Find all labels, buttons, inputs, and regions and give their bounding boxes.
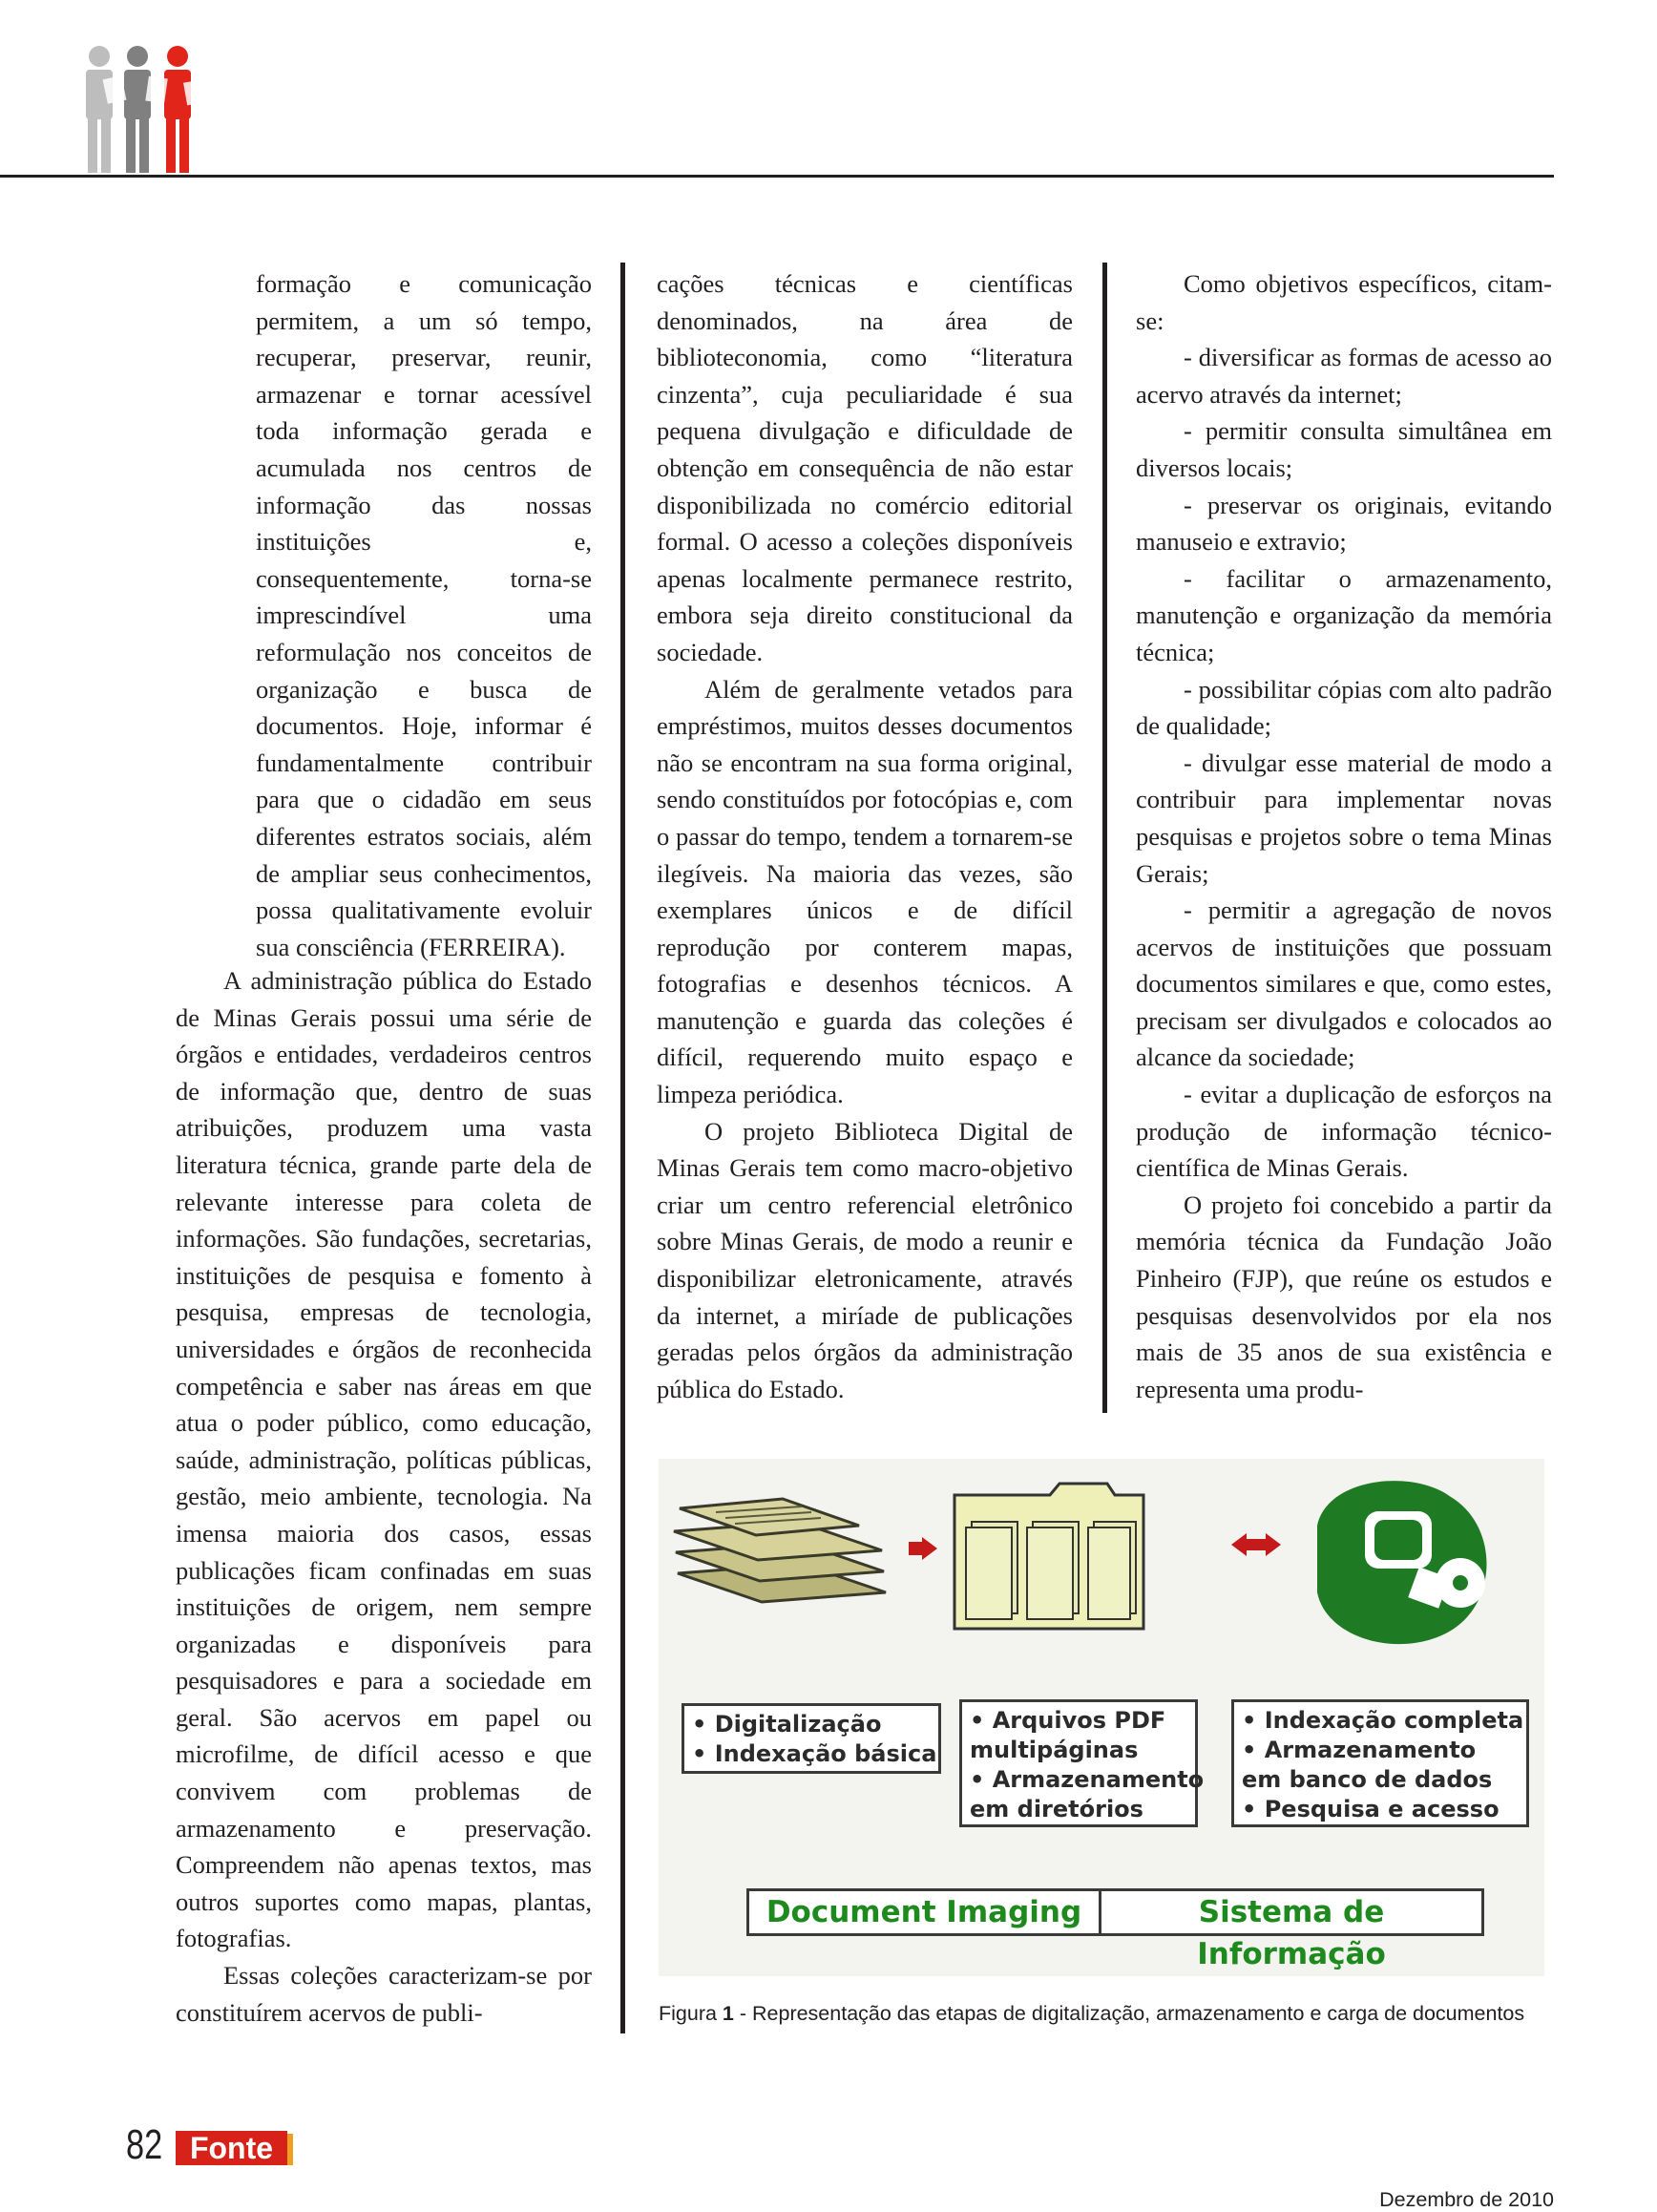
figure-diagram: [659, 1459, 1544, 1976]
computer-monitor-icon: [1317, 1481, 1487, 1644]
list-item: - possibilitar cópias com alto padrão de qualidade;: [1136, 674, 1552, 741]
people-figures-icon: [78, 43, 212, 177]
caption-number: 1: [722, 2002, 734, 2025]
column-divider: [1102, 263, 1107, 1413]
figure-box-line: • Indexação básica: [692, 1740, 937, 1767]
paragraph: Como objetivos específicos, citam-se:: [1136, 269, 1552, 335]
figure-box-digitization: [682, 1703, 941, 1774]
column-1-bottom: [176, 962, 592, 2031]
list-item: - divulgar esse material de modo a contribuir para implementar novas pesquisas e projetos sobre o tema Minas Gerais;: [1136, 748, 1552, 888]
figure-box-line: em banco de dados: [1242, 1766, 1493, 1793]
folder-pages-icon: [954, 1484, 1143, 1629]
paragraph: cações técnicas e científicas denominados, na área de biblioteconomia, como “literatura cinzenta”, cuja peculiaridade é sua pequena divulgação e dificuldade de obtenção em consequência de não estar disponibilizada no comércio editorial formal. O acesso a coleções disponíveis apenas localmente permanece restrito, embora seja direito constitucional da sociedade.: [657, 269, 1073, 666]
figure-box-line: em diretórios: [970, 1796, 1143, 1822]
caption-text: - Representação das etapas de digitalização, armazenamento e carga de documentos: [733, 2002, 1525, 2025]
column-3: [1136, 265, 1552, 1407]
column-1-top: [256, 265, 592, 965]
figure-box-storage: [959, 1699, 1205, 1827]
paragraph: O projeto Biblioteca Digital de Minas Gerais tem como macro-objetivo criar um centro referencial eletrônico sobre Minas Gerais, de modo a reunir e disponibilizar eletronicamente, através da internet, a miríade de publicações geradas pelos órgãos da administração pública do Estado.: [657, 1116, 1073, 1403]
figure-box-line: • Armazenamento: [970, 1766, 1205, 1793]
paragraph: formação e comunicação permitem, a um só tempo, recuperar, preservar, reunir, armazenar e tornar acessível toda informação gerada e acumulada nos centros de informação das nossas instituições e, consequentemente, torna-se imprescindível uma reformulação nos conceitos de organização e busca de documentos. Hoje, informar é fundamentalmente contribuir para que o cidadão em seus diferentes estratos sociais, além de ampliar seus conhecimentos, possa qualitativamente evoluir sua consciência (FERREIRA).: [256, 269, 592, 961]
list-item: - preservar os originais, evitando manuseio e extravio;: [1136, 490, 1552, 557]
list-item: - permitir consulta simultânea em diversos locais;: [1136, 416, 1552, 482]
list-item: - permitir a agregação de novos acervos de instituições que possuam documentos similares e que, como estes, precisam ser divulgados e colocados ao alcance da sociedade;: [1136, 895, 1552, 1072]
figure-box-line: • Armazenamento: [1242, 1737, 1477, 1763]
column-divider: [620, 263, 625, 2033]
figure-box-line: • Indexação completa: [1242, 1707, 1524, 1734]
arrow-right-icon: [909, 1537, 937, 1560]
caption-prefix: Figura: [659, 2002, 723, 2025]
figure-caption: [659, 2002, 1556, 2026]
figure-box-line: multipáginas: [970, 1737, 1139, 1763]
paragraph: O projeto foi concebido a partir da memória técnica da Fundação João Pinheiro (FJP), que reúne os estudos e pesquisas desenvolvidos por ela nos mais de 35 anos de sua existência e representa uma produ-: [1136, 1190, 1552, 1403]
list-item: - evitar a duplicação de esforços na produção de informação técnico-científica de Minas Gerais.: [1136, 1080, 1552, 1183]
header-rule: [0, 175, 1554, 178]
band-sistema-informacao: Sistema de Informação: [1099, 1888, 1484, 1936]
list-item: - diversificar as formas de acesso ao acervo através da internet;: [1136, 343, 1552, 409]
figure-box-indexing: [1231, 1699, 1529, 1827]
figure-box-line: • Arquivos PDF: [970, 1707, 1166, 1734]
column-2: [657, 265, 1073, 1407]
paper-documents-icon: [674, 1499, 886, 1602]
paragraph: A administração pública do Estado de Minas Gerais possui uma série de órgãos e entidades, verdadeiros centros de informação que, dentro de suas atribuições, produzem uma vasta literatura técnica, grande parte dela de relevante interesse para coleta de informações. São fundações, secretarias, instituições de pesquisa e fomento à pesquisa, empresas de tecnologia, universidades e órgãos de reconhecida competência e saber nas áreas em que atua o poder público, como educação, saúde, administração, políticas públicas, gestão, meio ambiente, tecnologia. Na imensa maioria dos casos, essas publicações ficam confinadas em suas instituições de origem, nem sempre organizadas e disponíveis para pesquisadores e para a sociedade em geral. São acervos em papel ou microfilme, de difícil acesso e que convivem com problemas de armazenamento e preservação. Compreendem não apenas textos, mas outros suportes como mapas, plantas, fotografias.: [176, 966, 592, 1953]
figure-box-line: • Digitalização: [692, 1711, 882, 1738]
paragraph: Além de geralmente vetados para empréstimos, muitos desses documentos não se encontram na sua forma original, sendo constituídos por fotocópias e, com o passar do tempo, tendem a tornarem-se ilegíveis. Na maioria das vezes, são exemplares únicos e de difícil reprodução por conterem mapas, fotografias e desenhos técnicos. A manutenção e guarda das coleções é difícil, requerendo muito espaço e limpeza periódica.: [657, 674, 1073, 1109]
magazine-logo: Fonte: [176, 2131, 287, 2165]
issue-date: Dezembro de 2010: [1379, 2188, 1554, 2211]
list-item: - facilitar o armazenamento, manutenção e organização da memória técnica;: [1136, 563, 1552, 666]
page-number: 82: [126, 2121, 163, 2168]
double-arrow-icon: [1231, 1533, 1281, 1556]
band-document-imaging: Document Imaging: [746, 1888, 1101, 1936]
figure-box-line: • Pesquisa e acesso: [1242, 1796, 1500, 1822]
paragraph: Essas coleções caracterizam-se por constituírem acervos de publi-: [176, 1961, 592, 2027]
